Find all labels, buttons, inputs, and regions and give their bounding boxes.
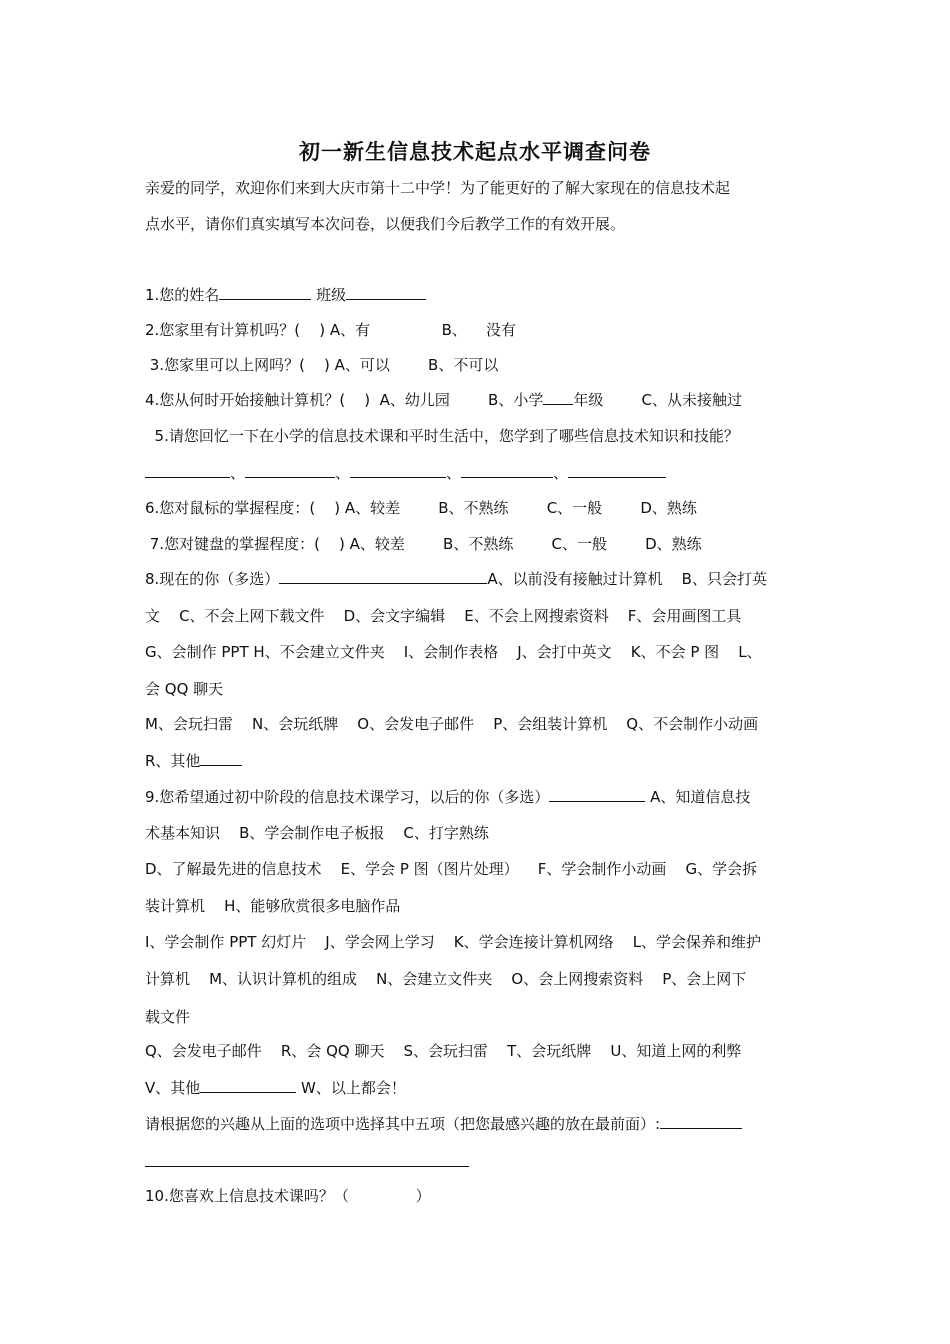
q8-other-blank[interactable] [200, 751, 242, 766]
q9-answer-blank[interactable] [549, 787, 645, 802]
q9-other-label: V、其他 [145, 1079, 201, 1097]
question-8-line-1 [145, 569, 767, 589]
question-7: 7.您对键盘的掌握程度：( ) A、较差 B、不熟练 C、一般 D、熟练 [145, 535, 702, 553]
grade-blank[interactable] [543, 390, 573, 405]
question-5: 5.请您回忆一下在小学的信息技术课和平时生活中，您学到了哪些信息技术知识和技能？ [145, 427, 739, 445]
question-9-line-7: 载文件 [145, 1008, 191, 1026]
separator: 、 [446, 464, 462, 482]
question-6: 6.您对鼠标的掌握程度：( ) A、较差 B、不熟练 C、一般 D、熟练 [145, 499, 697, 517]
question-8-line-6 [145, 751, 242, 771]
question-4 [145, 390, 742, 410]
question-9-line-9 [145, 1078, 406, 1098]
skill-blank-2[interactable] [245, 463, 335, 478]
q5-answer-blanks [145, 463, 666, 483]
question-8-line-4: 会 QQ 聊天 [145, 680, 224, 698]
interest-blank-a[interactable] [660, 1114, 742, 1129]
q4-text-a: 4.您从何时开始接触计算机？( ) A、幼儿园 B、小学 [145, 391, 544, 409]
q8-other-label: R、其他 [145, 752, 201, 770]
q9-all-label: W、以上都会！ [296, 1079, 406, 1097]
class-label: 班级 [311, 286, 347, 304]
interest-blank-b[interactable] [145, 1166, 469, 1167]
question-9-line-6: 计算机 M、认识计算机的组成 N、会建立文件夹 O、会上网搜索资料 P、会上网下 [145, 970, 747, 988]
question-9-line-2: 术基本知识 B、学会制作电子板报 C、打字熟练 [145, 824, 489, 842]
name-blank[interactable] [219, 285, 311, 300]
skill-blank-3[interactable] [350, 463, 446, 478]
q8-text-a: 8.现在的你（多选） [145, 570, 280, 588]
separator: 、 [230, 464, 246, 482]
skill-blank-4[interactable] [461, 463, 553, 478]
name-label: 1.您的姓名 [145, 286, 220, 304]
page-title: 初一新生信息技术起点水平调查问卷 [299, 140, 651, 164]
question-8-line-5: M、会玩扫雷 N、会玩纸牌 O、会发电子邮件 P、会组装计算机 Q、不会制作小动画 [145, 715, 759, 733]
q9-other-blank[interactable] [200, 1078, 296, 1093]
intro-line-2: 点水平，请你们真实填写本次问卷，以便我们今后教学工作的有效开展。 [145, 215, 626, 233]
skill-blank-5[interactable] [568, 463, 666, 478]
question-9-line-5: I、学会制作 PPT 幻灯片 J、学会网上学习 K、学会连接计算机网络 L、学会保养和维护 [145, 933, 762, 951]
q9-text-a: 9.您希望通过初中阶段的信息技术课学习，以后的你（多选） [145, 788, 550, 806]
q4-text-b: 年级 C、从未接触过 [573, 391, 742, 409]
intro-line-1: 亲爱的同学，欢迎你们来到大庆市第十二中学！为了能更好的了解大家现在的信息技术起 [145, 179, 731, 197]
q8-text-b: A、以前没有接触过计算机 B、只会打英 [487, 570, 767, 588]
question-9-line-1 [145, 787, 750, 807]
interest-prompt-text: 请根据您的兴趣从上面的选项中选择其中五项（把您最感兴趣的放在最前面）: [145, 1115, 661, 1133]
question-9-line-8: Q、会发电子邮件 R、会 QQ 聊天 S、会玩扫雷 T、会玩纸牌 U、知道上网的利弊 [145, 1042, 742, 1060]
question-9-line-4: 装计算机 H、能够欣赏很多电脑作品 [145, 897, 401, 915]
separator: 、 [553, 464, 569, 482]
class-blank[interactable] [346, 285, 426, 300]
interest-prompt [145, 1114, 742, 1134]
separator: 、 [335, 464, 351, 482]
question-10: 10.您喜欢上信息技术课吗？（ ） [145, 1187, 431, 1205]
skill-blank-1[interactable] [145, 463, 230, 478]
q9-text-b: A、知道信息技 [645, 788, 751, 806]
q8-answer-blank[interactable] [279, 569, 487, 584]
question-8-line-3: G、会制作 PPT H、不会建立文件夹 I、会制作表格 J、会打中英文 K、不会 P 图 L、 [145, 643, 762, 661]
question-8-line-2: 文 C、不会上网下载文件 D、会文字编辑 E、不会上网搜索资料 F、会用画图工具 [145, 607, 742, 625]
question-2: 2.您家里有计算机吗？( ) A、有 B、 没有 [145, 321, 517, 339]
question-9-line-3: D、了解最先进的信息技术 E、学会 P 图（图片处理） F、学会制作小动画 G、学会拆 [145, 860, 758, 878]
question-1 [145, 285, 426, 305]
question-3: 3.您家里可以上网吗？( ) A、可以 B、不可以 [145, 356, 499, 374]
